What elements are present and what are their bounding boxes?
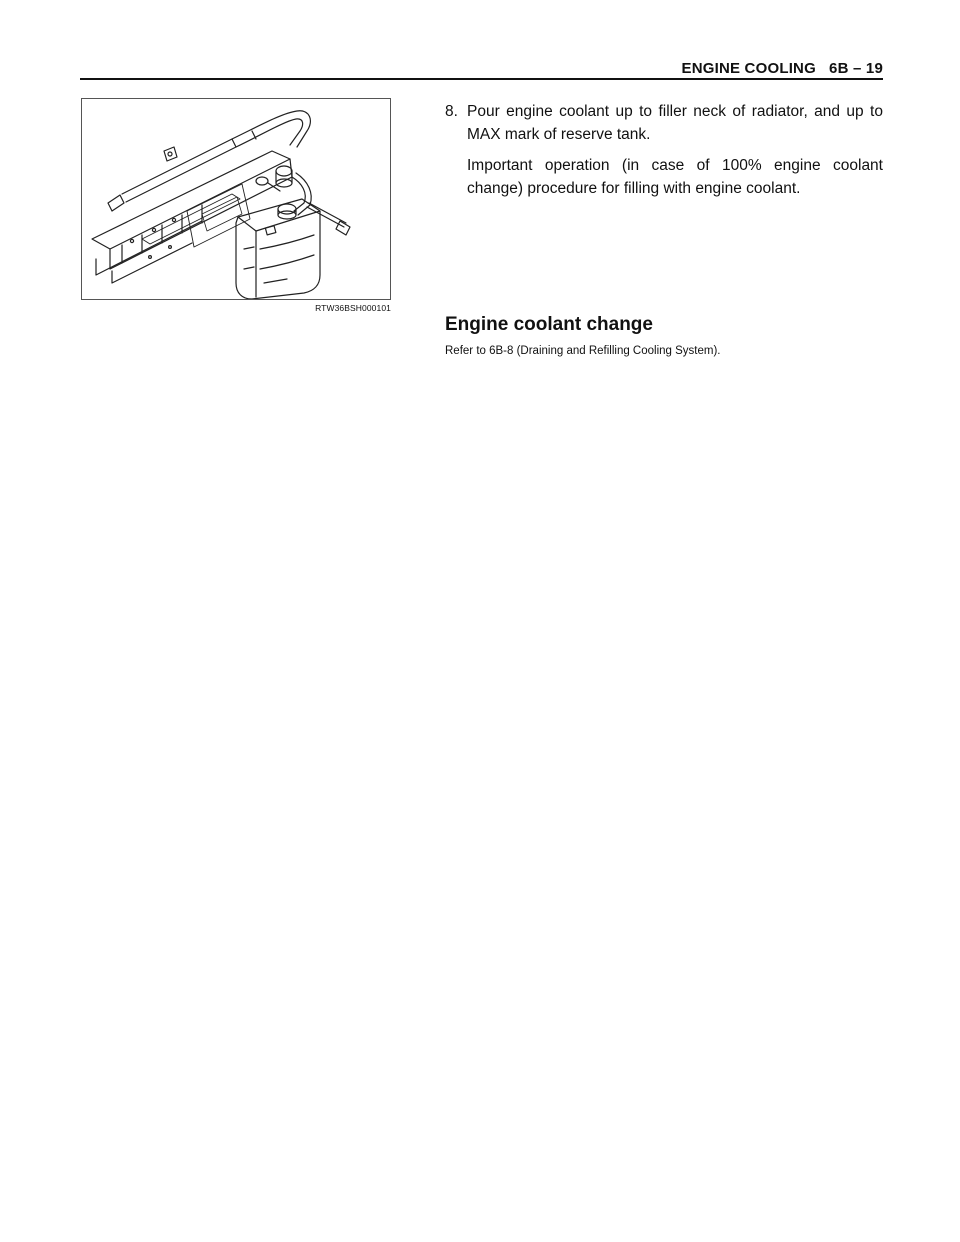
page-header [80,52,883,80]
step-item [445,100,883,146]
step-text: Pour engine coolant up to filler neck of radiator, and up to MAX mark of reserve tank. [467,103,883,143]
procedure-steps [445,100,883,200]
figure-code: RTW36BSH000101 [315,303,391,313]
figure-illustration [81,98,391,300]
radiator-reserve-tank-illustration-icon [82,99,390,299]
step-number: 8. [445,103,458,120]
step-note: Important operation (in case of 100% engine coolant change) procedure for filling with engine coolant. [467,157,883,197]
section-heading: Engine coolant change [445,314,653,335]
page-title: ENGINE COOLING 6B – 19 [681,60,883,77]
section-body: Refer to 6B-8 (Draining and Refilling Cooling System). [445,345,721,357]
